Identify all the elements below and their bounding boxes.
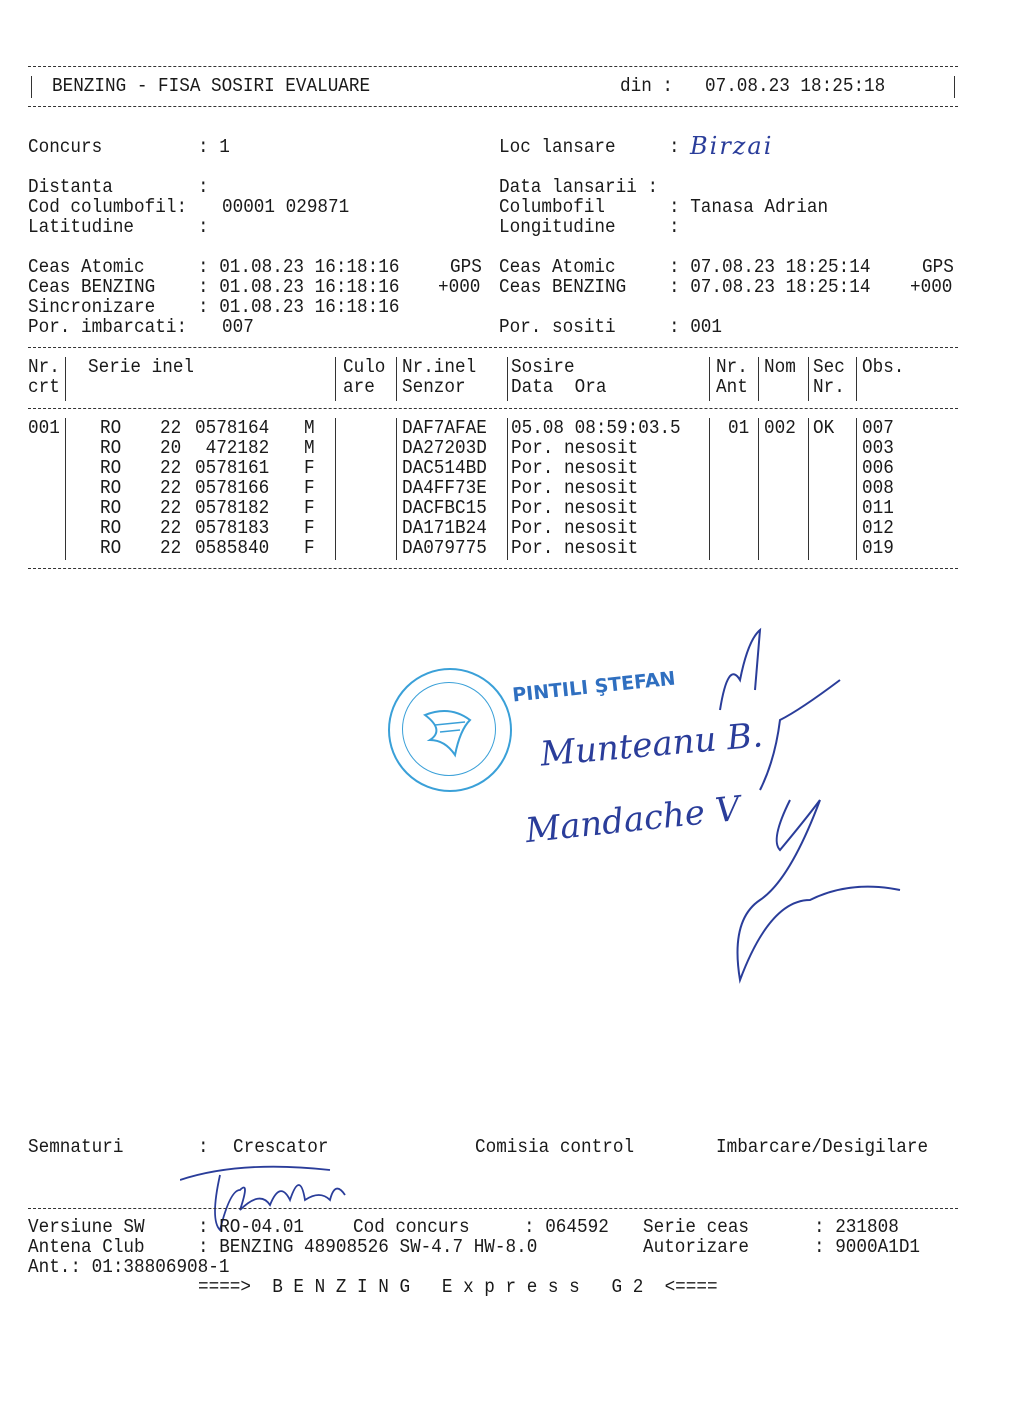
column-divider xyxy=(709,418,710,560)
data-lansarii-label: Data lansarii : xyxy=(499,176,659,198)
comisia-label: Comisia control xyxy=(475,1136,635,1158)
cell-nr: 0578161 xyxy=(195,457,270,479)
header-nr: Nr. xyxy=(28,356,60,378)
cell-senzor: DACFBC15 xyxy=(402,497,487,519)
club-stamp xyxy=(388,668,512,792)
loc-lansare-handwritten: Birzai xyxy=(690,132,774,160)
ceas-benzing-suffix-right: +000 xyxy=(910,276,953,298)
header-culo: Culo xyxy=(343,356,386,378)
column-divider xyxy=(335,418,336,560)
cell-senzor: DAC514BD xyxy=(402,457,487,479)
cell-senzor: DA27203D xyxy=(402,437,487,459)
autorizare-value: : 9000A1D1 xyxy=(814,1236,921,1258)
antena-value: : BENZING 48908526 SW-4.7 HW-8.0 xyxy=(198,1236,538,1258)
cell-nr: 0578164 xyxy=(195,417,270,439)
cell-sec: OK xyxy=(813,417,835,439)
header-obs: Obs. xyxy=(862,356,905,378)
cell-an: 22 xyxy=(160,517,182,539)
cell-sosire: Por. nesosit xyxy=(511,477,639,499)
header-nom: Nom xyxy=(764,356,796,378)
loc-lansare-label: Loc lansare xyxy=(499,136,616,158)
divider xyxy=(28,106,958,107)
brand-banner: ====> B E N Z I N G E x p r e s s G 2 <==== xyxy=(198,1276,718,1298)
columbofil-label: Columbofil xyxy=(499,196,606,218)
sincronizare-value: : 01.08.23 16:18:16 xyxy=(198,296,400,318)
cell-ant: 01 xyxy=(728,417,750,439)
cell-an: 22 xyxy=(160,457,182,479)
column-divider xyxy=(396,418,397,560)
cell-sosire: Por. nesosit xyxy=(511,497,639,519)
cell-sex: M xyxy=(304,417,315,439)
document-title: BENZING - FISA SOSIRI EVALUARE xyxy=(52,75,371,97)
cell-sex: M xyxy=(304,437,315,459)
cell-nr: 0585840 xyxy=(195,537,270,559)
signature-scribbles xyxy=(700,620,920,1000)
header-are: are xyxy=(343,376,375,398)
column-divider xyxy=(856,418,857,560)
header-serie-inel: Serie inel xyxy=(88,356,195,378)
cell-an: 22 xyxy=(160,497,182,519)
cell-sosire: Por. nesosit xyxy=(511,457,639,479)
semnaturi-label: Semnaturi xyxy=(28,1136,124,1158)
cell-sex: F xyxy=(304,457,315,479)
signature-mandache: Mandache V xyxy=(523,788,742,852)
cell-obs: 008 xyxy=(862,477,894,499)
cell-obs: 019 xyxy=(862,537,894,559)
cell-senzor: DA171B24 xyxy=(402,517,487,539)
divider xyxy=(28,347,958,348)
semnaturi-sep: : xyxy=(198,1136,209,1158)
cell-nr: 0578166 xyxy=(195,477,270,499)
latitudine-value: : xyxy=(198,216,209,238)
divider xyxy=(31,76,32,98)
sositi-label: Por. sositi xyxy=(499,316,616,338)
cell-an: 20 xyxy=(160,437,182,459)
antena-label: Antena Club xyxy=(28,1236,145,1258)
cell-an: 22 xyxy=(160,477,182,499)
imbarcare-label: Imbarcare/Desigilare xyxy=(716,1136,929,1158)
cell-sosire: Por. nesosit xyxy=(511,517,639,539)
column-divider xyxy=(709,357,710,401)
cell-sosire: 05.08 08:59:03.5 xyxy=(511,417,681,439)
bird-icon xyxy=(390,670,510,790)
cell-obs: 007 xyxy=(862,417,894,439)
cell-sex: F xyxy=(304,517,315,539)
cell-senzor: DA079775 xyxy=(402,537,487,559)
crescator-label: Crescator xyxy=(233,1136,329,1158)
cell-sex: F xyxy=(304,477,315,499)
column-divider xyxy=(758,418,759,560)
cell-tara: RO xyxy=(100,517,122,539)
ceas-atomic-suffix: GPS xyxy=(450,256,482,278)
longitudine-value: : xyxy=(669,216,680,238)
cell-tara: RO xyxy=(100,537,122,559)
distanta-label: Distanta xyxy=(28,176,113,198)
cell-an: 22 xyxy=(160,417,182,439)
column-divider xyxy=(396,357,397,401)
cell-nr: 0578183 xyxy=(195,517,270,539)
imbarcati-value: 007 xyxy=(222,316,254,338)
longitudine-label: Longitudine xyxy=(499,216,616,238)
serie-ceas-label: Serie ceas xyxy=(643,1216,750,1238)
cod-columbofil-value: 00001 029871 xyxy=(222,196,350,218)
cell-tara: RO xyxy=(100,497,122,519)
ceas-atomic-value-right: : 07.08.23 18:25:14 xyxy=(669,256,871,278)
sositi-value: : 001 xyxy=(669,316,723,338)
header-nr-ant: Nr. xyxy=(716,356,748,378)
serie-ceas-value: : 231808 xyxy=(814,1216,899,1238)
cell-tara: RO xyxy=(100,457,122,479)
column-divider xyxy=(507,418,508,560)
column-divider xyxy=(808,357,809,401)
din-value: 07.08.23 18:25:18 xyxy=(705,75,886,97)
divider xyxy=(954,76,955,98)
header-sosire: Sosire xyxy=(511,356,575,378)
column-divider xyxy=(808,418,809,560)
concurs-label: Concurs xyxy=(28,136,103,158)
header-nr-inel: Nr.inel xyxy=(402,356,477,378)
columbofil-value: : Tanasa Adrian xyxy=(669,196,829,218)
ceas-benzing-value: : 01.08.23 16:18:16 xyxy=(198,276,400,298)
header-senzor: Senzor xyxy=(402,376,466,398)
cell-an: 22 xyxy=(160,537,182,559)
cell-tara: RO xyxy=(100,477,122,499)
column-divider xyxy=(65,357,66,401)
cell-nr: 0578182 xyxy=(195,497,270,519)
divider xyxy=(28,1208,958,1209)
concurs-value: : 1 xyxy=(198,136,230,158)
cod-concurs-value: : 064592 xyxy=(524,1216,609,1238)
header-data-ora: Data Ora xyxy=(511,376,607,398)
ceas-benzing-suffix: +000 xyxy=(438,276,481,298)
cod-concurs-label: Cod concurs xyxy=(353,1216,470,1238)
versiune-value: : RO-04.01 xyxy=(198,1216,305,1238)
header-sec-nr: Nr. xyxy=(813,376,845,398)
column-divider xyxy=(65,418,66,560)
versiune-label: Versiune SW xyxy=(28,1216,145,1238)
header-ant: Ant xyxy=(716,376,748,398)
stamp-name: PINTILI ŞTEFAN xyxy=(511,667,677,707)
header-sec: Sec xyxy=(813,356,845,378)
cell-sosire: Por. nesosit xyxy=(511,537,639,559)
column-divider xyxy=(856,357,857,401)
cell-nr: 472182 xyxy=(195,437,270,459)
autorizare-label: Autorizare xyxy=(643,1236,750,1258)
ceas-benzing-label-right: Ceas BENZING xyxy=(499,276,627,298)
sincronizare-label: Sincronizare xyxy=(28,296,156,318)
ceas-atomic-label: Ceas Atomic xyxy=(28,256,145,278)
column-divider xyxy=(758,357,759,401)
cell-obs: 011 xyxy=(862,497,894,519)
header-crt: crt xyxy=(28,376,60,398)
signature-munteanu: Munteanu B. xyxy=(538,715,765,775)
cod-columbofil-label: Cod columbofil: xyxy=(28,196,188,218)
ceas-benzing-label: Ceas BENZING xyxy=(28,276,156,298)
cell-tara: RO xyxy=(100,437,122,459)
ceas-atomic-suffix-right: GPS xyxy=(922,256,954,278)
column-divider xyxy=(507,357,508,401)
cell-obs: 003 xyxy=(862,437,894,459)
ceas-atomic-value: : 01.08.23 16:18:16 xyxy=(198,256,400,278)
cell-senzor: DA4FF73E xyxy=(402,477,487,499)
antena-id: Ant.: 01:38806908-1 xyxy=(28,1256,230,1278)
ceas-atomic-label-right: Ceas Atomic xyxy=(499,256,616,278)
cell-tara: RO xyxy=(100,417,122,439)
cell-sex: F xyxy=(304,497,315,519)
imbarcati-label: Por. imbarcati: xyxy=(28,316,188,338)
column-divider xyxy=(335,357,336,401)
divider xyxy=(28,568,958,569)
cell-sosire: Por. nesosit xyxy=(511,437,639,459)
cell-nom: 002 xyxy=(764,417,796,439)
cell-senzor: DAF7AFAE xyxy=(402,417,487,439)
cell-obs: 006 xyxy=(862,457,894,479)
din-label: din : xyxy=(620,75,674,97)
distanta-value: : xyxy=(198,176,209,198)
divider xyxy=(28,66,958,67)
cell-sex: F xyxy=(304,537,315,559)
crt-value: 001 xyxy=(28,417,60,439)
ceas-benzing-value-right: : 07.08.23 18:25:14 xyxy=(669,276,871,298)
cell-obs: 012 xyxy=(862,517,894,539)
latitudine-label: Latitudine xyxy=(28,216,135,238)
divider xyxy=(28,408,958,409)
loc-lansare-sep: : xyxy=(669,136,680,158)
